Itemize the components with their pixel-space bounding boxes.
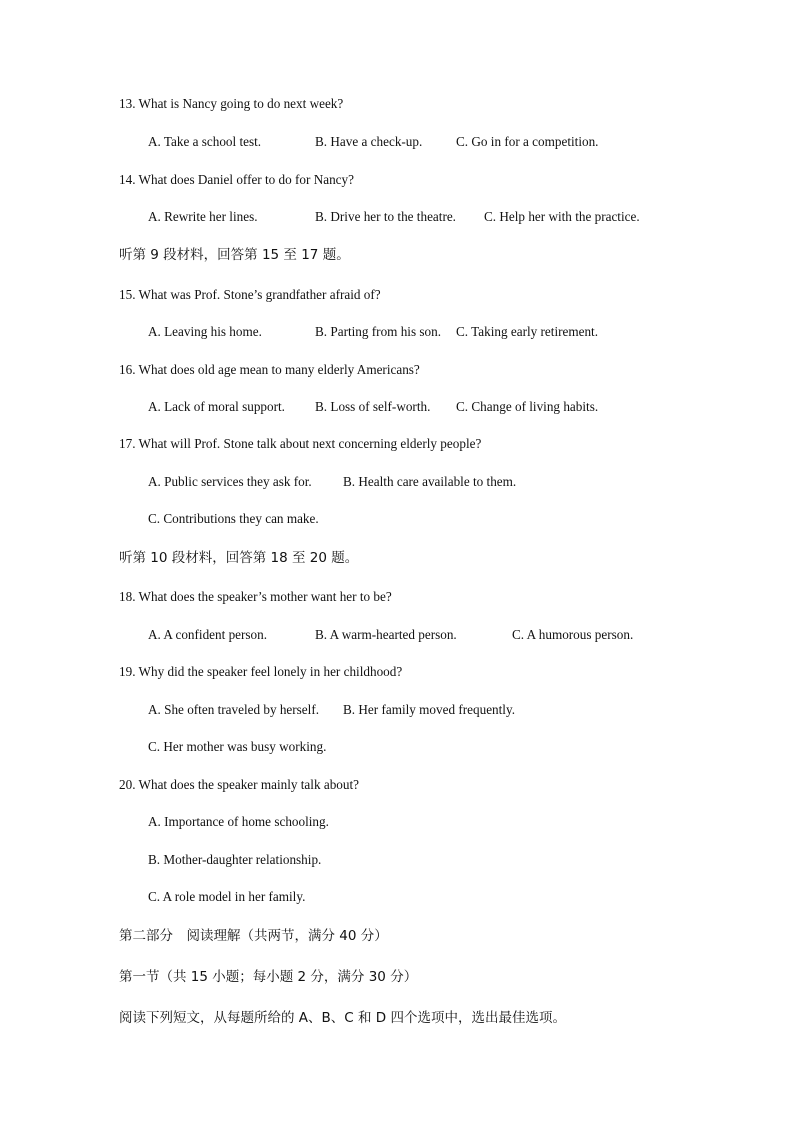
section-intro-10: 听第 10 段材料，回答第 18 至 20 题。 bbox=[119, 550, 359, 566]
option-c: C. Go in for a competition. bbox=[456, 134, 599, 149]
question-14: 14. What does Daniel offer to do for Nancy? bbox=[119, 172, 354, 187]
part2-instruction: 阅读下列短文，从每题所给的 A、B、C 和 D 四个选项中，选出最佳选项。 bbox=[119, 1010, 566, 1026]
option-a: A. A confident person. bbox=[148, 627, 268, 642]
option-a: A. Rewrite her lines. bbox=[148, 209, 258, 224]
question-16: 16. What does old age mean to many elderly Americans? bbox=[119, 362, 420, 377]
option-a: A. Lack of moral support. bbox=[148, 399, 285, 414]
question-17: 17. What will Prof. Stone talk about next concerning elderly people? bbox=[119, 436, 482, 451]
option-c: C. Taking early retirement. bbox=[456, 324, 599, 339]
question-13-options bbox=[148, 134, 668, 150]
question-15: 15. What was Prof. Stone’s grandfather afraid of? bbox=[119, 287, 381, 302]
option-a: A. Importance of home schooling. bbox=[148, 814, 329, 829]
option-b: B. A warm-hearted person. bbox=[315, 627, 457, 642]
question-18: 18. What does the speaker’s mother want her to be? bbox=[119, 589, 392, 604]
option-b: B. Parting from his son. bbox=[315, 324, 442, 339]
option-a: A. Take a school test. bbox=[148, 134, 262, 149]
question-13: 13. What is Nancy going to do next week? bbox=[119, 96, 344, 111]
option-b: B. Mother-daughter relationship. bbox=[148, 852, 322, 867]
question-15-options bbox=[148, 324, 668, 340]
option-a: A. Public services they ask for. bbox=[148, 474, 312, 489]
option-b: B. Her family moved frequently. bbox=[343, 702, 515, 717]
option-c: C. A role model in her family. bbox=[148, 889, 306, 904]
question-20: 20. What does the speaker mainly talk about? bbox=[119, 777, 359, 792]
option-c: C. Change of living habits. bbox=[456, 399, 599, 414]
section-intro-9: 听第 9 段材料，回答第 15 至 17 题。 bbox=[119, 247, 350, 263]
option-a: A. Leaving his home. bbox=[148, 324, 262, 339]
question-17-options-row1 bbox=[148, 474, 668, 490]
option-b: B. Loss of self-worth. bbox=[315, 399, 431, 414]
part2-section1: 第一节（共 15 小题；每小题 2 分，满分 30 分） bbox=[119, 969, 418, 985]
part2-title: 第二部分 阅读理解（共两节，满分 40 分） bbox=[119, 928, 388, 944]
question-16-options bbox=[148, 399, 668, 415]
option-c: C. Contributions they can make. bbox=[148, 511, 319, 526]
option-b: B. Have a check-up. bbox=[315, 134, 423, 149]
question-19-options-row1 bbox=[148, 702, 668, 718]
option-a: A. She often traveled by herself. bbox=[148, 702, 320, 717]
option-c: C. A humorous person. bbox=[512, 627, 634, 642]
option-c: C. Help her with the practice. bbox=[484, 209, 640, 224]
option-b: B. Drive her to the theatre. bbox=[315, 209, 456, 224]
question-19: 19. Why did the speaker feel lonely in her childhood? bbox=[119, 664, 403, 679]
question-18-options bbox=[148, 627, 668, 643]
option-b: B. Health care available to them. bbox=[343, 474, 517, 489]
option-c: C. Her mother was busy working. bbox=[148, 739, 327, 754]
question-14-options bbox=[148, 209, 668, 225]
